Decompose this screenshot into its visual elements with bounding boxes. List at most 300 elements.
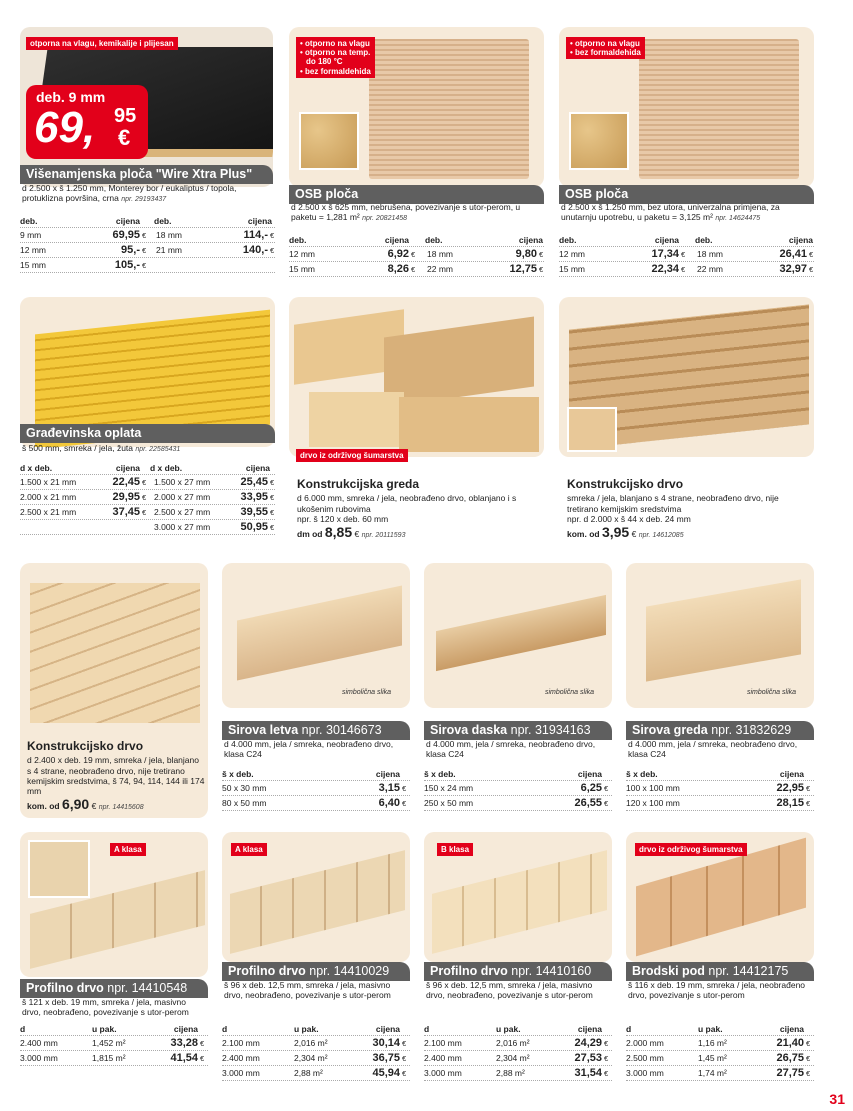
header-cell: cijena [518, 235, 543, 245]
article-number: npr. 31934163 [510, 723, 591, 737]
price: 8,85 [324, 523, 353, 540]
product-info [297, 477, 542, 541]
currency-cell: € [142, 260, 147, 270]
price-badge [26, 85, 148, 159]
currency-cell: € [806, 1068, 811, 1078]
price-cell: 21,40 [776, 1037, 804, 1049]
article-number: npr. 29193437 [121, 196, 167, 204]
currency-cell: € [806, 1038, 811, 1048]
price-table [222, 1023, 410, 1081]
currency-cell: € [270, 477, 275, 487]
cell: 9 mm [20, 230, 42, 240]
osb-stack-illustration [369, 39, 529, 179]
article-number: npr. 20111593 [361, 531, 406, 539]
badge-price-int: 69, [34, 103, 96, 152]
currency-cell: € [270, 492, 275, 502]
table-row [424, 1036, 612, 1051]
price-cell: 27,75 [776, 1067, 804, 1079]
header-cell: d [424, 1024, 430, 1034]
table-row [20, 258, 275, 273]
table-row [289, 262, 544, 277]
cell: 2.500 x 27 mm [154, 507, 211, 517]
tag-line: • otporno na vlagu [300, 39, 370, 48]
header-cell: deb. [695, 235, 713, 245]
table-row [289, 247, 544, 262]
cell: 2,304 m² [294, 1053, 328, 1063]
currency-cell: € [806, 798, 811, 808]
desc-text: d 2.500 x š 625 mm, nebrušena, povezivanje s utor-perom, u paketu = 1,281 m² [291, 202, 521, 223]
currency-cell: € [270, 522, 275, 532]
currency-cell: € [402, 1068, 407, 1078]
table-row [559, 262, 814, 277]
table-header [424, 768, 612, 781]
table-row [559, 247, 814, 262]
currency-cell: € [681, 264, 686, 274]
table-header [20, 215, 275, 228]
table-row [222, 781, 410, 796]
currency-cell: € [402, 1053, 407, 1063]
table-row [222, 1051, 410, 1066]
feature-tag: drvo iz održivog šumarstva [635, 843, 747, 856]
header-cell: š x deb. [424, 769, 456, 779]
product-title [222, 721, 410, 740]
class-tag: A klasa [231, 843, 267, 856]
currency-cell: € [402, 798, 407, 808]
osb-sample-illustration [299, 112, 359, 170]
header-cell: cijena [375, 1024, 400, 1034]
cell: 3.000 mm [222, 1068, 260, 1078]
cell: 22 mm [697, 264, 723, 274]
header-cell: deb. [559, 235, 577, 245]
article-number: npr. 14612085 [638, 531, 684, 539]
header-cell: u pak. [698, 1024, 723, 1034]
beam-illustration [384, 316, 534, 407]
cell: 80 x 50 mm [222, 798, 267, 808]
price-cell: 33,28 [170, 1037, 198, 1049]
article-number: npr. 30146673 [301, 723, 382, 737]
panel-illustration [432, 850, 607, 954]
cell: 120 x 100 mm [626, 798, 680, 808]
price-cell: 22,45 [112, 476, 140, 488]
product-title [424, 962, 612, 981]
table-row [626, 1066, 814, 1081]
price-table [289, 234, 544, 277]
cell: 3.000 mm [626, 1068, 664, 1078]
cell: 2,304 m² [496, 1053, 530, 1063]
price-cell: 26,41 [779, 248, 807, 260]
table-row [20, 228, 275, 243]
price-table [222, 768, 410, 811]
article-number: npr. 20821458 [362, 215, 408, 223]
cell: 12 mm [289, 249, 315, 259]
cell: 2,88 m² [294, 1068, 323, 1078]
feature-tag: drvo iz održivog šumarstva [296, 449, 408, 462]
product-desc: d 4.000 mm, jela / smreka, neobrađeno drvo, klasa C24 [628, 739, 798, 760]
price-cell: 12,75 [509, 263, 537, 275]
symbolic-image-note: simbolična slika [342, 689, 392, 696]
cell: 2.000 mm [626, 1038, 664, 1048]
desc-text: d 2.500 x š 1.250 mm, Monterey bor / eukaliptus / topola, protuklizna površina, crna [22, 183, 237, 204]
product-title: Konstrukcijsko drvo [567, 477, 684, 491]
product-desc: š 116 x deb. 19 mm, smreka / jela, neobrađeno drvo, povezivanje s utor-perom [628, 980, 806, 1001]
currency-cell: € [806, 783, 811, 793]
badge-currency: € [118, 125, 131, 150]
cell: 2.400 mm [424, 1053, 462, 1063]
article-number: npr. 14415608 [98, 804, 144, 812]
currency: € [354, 528, 360, 539]
header-cell: š x deb. [222, 769, 254, 779]
price-table [20, 215, 275, 273]
feature-tag [296, 37, 375, 78]
cell: 2.000 x 21 mm [20, 492, 77, 502]
price-cell: 28,15 [776, 797, 804, 809]
tag-line: • bez formaldehida [300, 66, 371, 76]
article-number: npr. 14410160 [511, 964, 592, 978]
price-cell: 6,25 [580, 782, 602, 794]
header-cell: cijena [384, 235, 409, 245]
table-row [20, 1051, 208, 1066]
price-table [424, 768, 612, 811]
price-cell: 105,- [114, 259, 140, 271]
header-cell: d [626, 1024, 632, 1034]
header-cell: cijena [115, 216, 140, 226]
table-header [222, 1023, 410, 1036]
price-line [567, 524, 812, 541]
currency-cell: € [604, 1038, 609, 1048]
header-cell: u pak. [496, 1024, 521, 1034]
cell: 3.000 mm [424, 1068, 462, 1078]
price-prefix: dm od [297, 528, 323, 539]
cell: 21 mm [156, 245, 182, 255]
product-image-sirova-greda [626, 563, 814, 708]
table-row [20, 520, 275, 535]
price-cell: 26,75 [776, 1052, 804, 1064]
cell: 1,16 m² [698, 1038, 727, 1048]
product-desc [22, 183, 272, 205]
product-desc: š 96 x deb. 12,5 mm, smreka / jela, masivno drvo, neobrađeno, povezivanje s utor-perom [224, 980, 391, 1001]
header-cell: d x deb. [150, 463, 183, 473]
cell: 100 x 100 mm [626, 783, 680, 793]
currency-cell: € [270, 230, 275, 240]
badge-price-dec: 95 [114, 105, 137, 127]
feature-tag [566, 37, 645, 59]
currency-cell: € [681, 249, 686, 259]
price-table [20, 462, 275, 535]
product-title [626, 721, 814, 740]
price-line [27, 796, 205, 813]
price-cell: 17,34 [651, 248, 679, 260]
desc-text: d 2.500 x š 1.250 mm, bez utora, univerzalna primjena, za unutarnju upotrebu, u paketu = 3,125 m² [561, 202, 780, 223]
table-header [20, 462, 275, 475]
cell: 12 mm [559, 249, 585, 259]
currency-cell: € [200, 1053, 205, 1063]
currency-cell: € [402, 1038, 407, 1048]
badge-thickness: deb. 9 mm [36, 89, 106, 105]
currency-cell: € [809, 264, 814, 274]
cell: 1,74 m² [698, 1068, 727, 1078]
product-title: OSB ploča [289, 185, 544, 204]
currency-cell: € [539, 264, 544, 274]
header-cell: d [20, 1024, 26, 1034]
price-cell: 114,- [243, 229, 268, 241]
tag-line: do 180 °C [306, 57, 343, 67]
price-table [424, 1023, 612, 1081]
currency-cell: € [604, 783, 609, 793]
table-row [20, 475, 275, 490]
currency-cell: € [402, 783, 407, 793]
price: 6,90 [61, 796, 90, 813]
header-cell: u pak. [294, 1024, 319, 1034]
table-row [222, 1036, 410, 1051]
title-text: Sirova daska [430, 723, 508, 737]
currency-cell: € [806, 1053, 811, 1063]
price-cell: 69,95 [112, 229, 140, 241]
product-title: Konstrukcijska greda [297, 477, 420, 491]
product-title: Višenamjenska ploča "Wire Xtra Plus" [20, 165, 273, 184]
cell: 12 mm [20, 245, 46, 255]
header-cell: š x deb. [626, 769, 658, 779]
cell: 3.000 x 27 mm [154, 522, 211, 532]
price-cell: 95,- [121, 244, 140, 256]
table-header [20, 1023, 208, 1036]
header-cell: cijena [375, 769, 400, 779]
price-cell: 45,94 [372, 1067, 400, 1079]
desc-text: š 500 mm, smreka / jela, žuta [22, 443, 134, 453]
price-cell: 6,40 [378, 797, 400, 809]
product-desc: š 121 x deb. 19 mm, smreka / jela, masivno drvo, neobrađeno, povezivanje s utor-perom [22, 997, 189, 1018]
header-cell: cijena [247, 216, 272, 226]
table-header [424, 1023, 612, 1036]
price-table [626, 768, 814, 811]
article-number: npr. 31832629 [711, 723, 792, 737]
price-table [20, 1023, 208, 1066]
header-cell: cijena [779, 769, 804, 779]
header-cell: deb. [289, 235, 307, 245]
table-row [424, 1066, 612, 1081]
header-cell: cijena [654, 235, 679, 245]
price-cell: 30,14 [372, 1037, 400, 1049]
product-desc: d 4.000 mm, jela / smreka, neobrađeno drvo, klasa C24 [426, 739, 596, 760]
product-title: Građevinska oplata [20, 424, 275, 443]
product-title: OSB ploča [559, 185, 814, 204]
price-cell: 3,15 [378, 782, 400, 794]
osb-sample-illustration [569, 112, 629, 170]
tag-line: • bez formaldehida [570, 48, 641, 58]
price-cell: 27,53 [574, 1052, 602, 1064]
article-number: npr. 14410548 [107, 981, 188, 995]
cell: 15 mm [559, 264, 585, 274]
header-cell: cijena [577, 1024, 602, 1034]
price-line [297, 524, 542, 541]
header-cell: cijena [788, 235, 813, 245]
cell: 250 x 50 mm [424, 798, 474, 808]
product-desc [291, 202, 543, 224]
price-prefix: kom. od [567, 528, 600, 539]
title-text: Sirova greda [632, 723, 708, 737]
example-text: npr. š 120 x deb. 60 mm [297, 513, 389, 524]
currency-cell: € [604, 1068, 609, 1078]
table-row [424, 796, 612, 811]
panel-sample-illustration [28, 840, 90, 898]
product-info [567, 477, 812, 541]
cell: 22 mm [427, 264, 453, 274]
table-row [424, 781, 612, 796]
cell: 1,452 m² [92, 1038, 126, 1048]
cell: 2.500 mm [626, 1053, 664, 1063]
header-cell: cijena [245, 463, 270, 473]
product-image-konstrukcijsko-drvo [559, 297, 814, 457]
currency-cell: € [200, 1038, 205, 1048]
price-cell: 50,95 [240, 521, 268, 533]
cell: 150 x 24 mm [424, 783, 474, 793]
tag-line: • otporno na vlagu [570, 39, 640, 48]
header-cell: cijena [577, 769, 602, 779]
currency-cell: € [142, 477, 147, 487]
table-row [626, 1051, 814, 1066]
price-cell: 25,45 [240, 476, 268, 488]
product-title [20, 979, 208, 998]
class-tag: A klasa [110, 843, 146, 856]
desc-text: d 6.000 mm, smreka / jela, neobrađeno drvo, oblanjano i s ukošenim rubovima [297, 493, 517, 514]
price-cell: 9,80 [515, 248, 537, 260]
price-cell: 8,26 [387, 263, 409, 275]
price-cell: 24,29 [574, 1037, 602, 1049]
currency: € [91, 801, 97, 812]
table-row [424, 1051, 612, 1066]
product-image-konstrukcijska-greda [289, 297, 544, 457]
table-header [626, 1023, 814, 1036]
article-number: npr. 14410029 [309, 964, 390, 978]
cell: 15 mm [289, 264, 315, 274]
table-row [20, 490, 275, 505]
symbolic-image-note: simbolična slika [747, 689, 797, 696]
table-row [20, 243, 275, 258]
tag-line: • otporno na temp. [300, 48, 371, 58]
product-title [222, 962, 410, 981]
table-header [559, 234, 814, 247]
cell: 50 x 30 mm [222, 783, 267, 793]
table-header [222, 768, 410, 781]
example-text: npr. d 2.000 x š 44 x deb. 24 mm [567, 513, 691, 524]
cell: 1,815 m² [92, 1053, 126, 1063]
table-row [222, 1066, 410, 1081]
product-image-sirova-daska [424, 563, 612, 708]
desc-text: smreka / jela, blanjano s 4 strane, neobrađeno drvo, nije tretirano kemijskim sredstvima [567, 493, 779, 514]
price-cell: 22,95 [776, 782, 804, 794]
cell: 2,016 m² [496, 1038, 530, 1048]
price-cell: 31,54 [574, 1067, 602, 1079]
header-cell: cijena [173, 1024, 198, 1034]
currency-cell: € [142, 492, 147, 502]
header-cell: deb. [154, 216, 172, 226]
price-cell: 26,55 [574, 797, 602, 809]
desc-text: d 2.400 x deb. 19 mm, smreka / jela, blanjano s 4 strane, neobrađeno drvo, nije tretirano kemijskim sredstvima, š 74, 94, 114, 144 ili 174 mm [27, 755, 205, 796]
cell: 2.100 mm [222, 1038, 260, 1048]
cell: 18 mm [156, 230, 182, 240]
table-header [626, 768, 814, 781]
currency-cell: € [411, 264, 416, 274]
article-number: npr. 14412175 [708, 964, 789, 978]
cell: 1.500 x 21 mm [20, 477, 77, 487]
cell: 1,45 m² [698, 1053, 727, 1063]
currency-cell: € [604, 798, 609, 808]
price-cell: 39,55 [240, 506, 268, 518]
beam-illustration [309, 392, 404, 447]
cell: 15 mm [20, 260, 46, 270]
square-beam-illustration [646, 579, 801, 681]
price-cell: 140,- [242, 244, 268, 256]
cell: 3.000 mm [20, 1053, 58, 1063]
product-info [27, 739, 205, 813]
title-text: Profilno drvo [430, 964, 508, 978]
batten-illustration [237, 585, 402, 680]
class-tag: B klasa [437, 843, 473, 856]
article-number: npr. 14624475 [715, 215, 761, 223]
product-desc: d 4.000 mm, jela / smreka, neobrađeno drvo, klasa C24 [224, 739, 394, 760]
cell: 2.000 x 27 mm [154, 492, 211, 502]
cell: 2.400 mm [222, 1053, 260, 1063]
planks-illustration [30, 583, 200, 723]
feature-tag: otporna na vlagu, kemikalije i plijesan [26, 37, 178, 50]
panel-illustration [230, 850, 405, 954]
product-desc: š 96 x deb. 12,5 mm, smreka / jela, masivno drvo, neobrađeno, povezivanje s utor-perom [426, 980, 593, 1001]
table-row [626, 781, 814, 796]
lumber-sample-illustration [567, 407, 617, 452]
header-cell: d [222, 1024, 228, 1034]
price-cell: 36,75 [372, 1052, 400, 1064]
article-number: npr. 22585431 [135, 446, 181, 453]
table-row [20, 505, 275, 520]
title-text: Brodski pod [632, 964, 705, 978]
cell: 2.100 mm [424, 1038, 462, 1048]
header-cell: deb. [20, 216, 38, 226]
currency-cell: € [539, 249, 544, 259]
price-cell: 33,95 [240, 491, 268, 503]
product-desc [22, 443, 274, 454]
product-image-sirova-letva [222, 563, 410, 708]
cell: 1.500 x 27 mm [154, 477, 211, 487]
header-cell: cijena [779, 1024, 804, 1034]
currency-cell: € [142, 230, 147, 240]
title-text: Profilno drvo [228, 964, 306, 978]
table-row [626, 796, 814, 811]
price-cell: 22,34 [651, 263, 679, 275]
table-row [222, 796, 410, 811]
title-text: Profilno drvo [26, 981, 104, 995]
symbolic-image-note: simbolična slika [545, 689, 595, 696]
header-cell: u pak. [92, 1024, 117, 1034]
table-row [20, 1036, 208, 1051]
cell: 2,88 m² [496, 1068, 525, 1078]
currency-cell: € [142, 507, 147, 517]
table-header [289, 234, 544, 247]
currency-cell: € [809, 249, 814, 259]
osb-stack-illustration [639, 39, 799, 179]
cell: 2.400 mm [20, 1038, 58, 1048]
price-cell: 6,92 [387, 248, 409, 260]
cell: 18 mm [697, 249, 723, 259]
board-illustration [436, 595, 606, 671]
product-title [626, 962, 814, 981]
page-number: 31 [829, 1091, 845, 1107]
title-text: Sirova letva [228, 723, 299, 737]
currency-cell: € [604, 1053, 609, 1063]
price-prefix: kom. od [27, 801, 60, 812]
currency-cell: € [142, 245, 147, 255]
price-cell: 41,54 [170, 1052, 198, 1064]
price-cell: 32,97 [779, 263, 807, 275]
currency: € [631, 528, 637, 539]
